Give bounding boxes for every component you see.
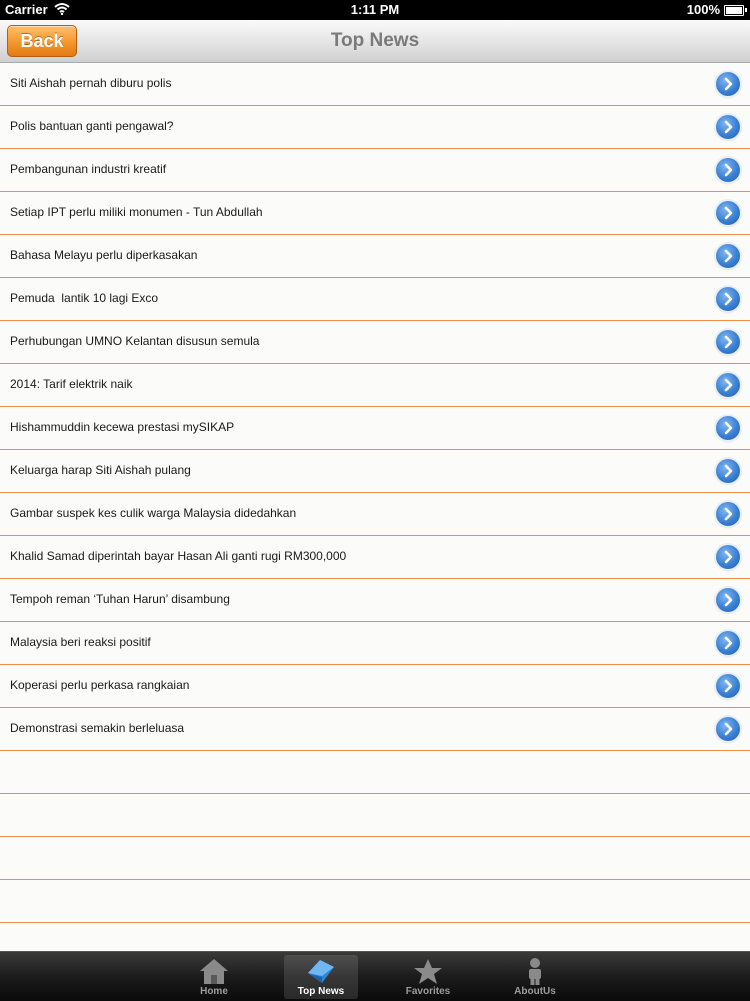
news-row[interactable] [0, 665, 750, 708]
news-row[interactable] [0, 278, 750, 321]
empty-row [0, 794, 750, 837]
news-headline: Polis bantuan ganti pengawal? [10, 119, 174, 133]
news-headline: Khalid Samad diperintah bayar Hasan Ali ganti rugi RM300,000 [10, 549, 347, 563]
news-row[interactable] [0, 106, 750, 149]
news-row[interactable] [0, 149, 750, 192]
disclosure-arrow-icon[interactable] [716, 588, 740, 612]
page-title: Top News [330, 30, 420, 51]
news-row[interactable] [0, 708, 750, 751]
news-row[interactable] [0, 622, 750, 665]
carrier-label: Carrier [5, 2, 48, 17]
news-row[interactable] [0, 536, 750, 579]
news-headline: Pemuda lantik 10 lagi Exco [10, 291, 159, 305]
disclosure-arrow-icon[interactable] [716, 158, 740, 182]
news-headline: Gambar suspek kes culik warga Malaysia didedahkan [10, 506, 297, 520]
news-headline: Koperasi perlu perkasa rangkaian [10, 678, 190, 692]
house-icon [197, 957, 231, 985]
disclosure-arrow-icon[interactable] [716, 201, 740, 225]
tab-about-us[interactable] [498, 955, 572, 999]
news-headline: Siti Aishah pernah diburu polis [10, 76, 172, 90]
news-row[interactable] [0, 364, 750, 407]
disclosure-arrow-icon[interactable] [716, 244, 740, 268]
news-headline: Bahasa Melayu perlu diperkasakan [10, 248, 198, 262]
news-row[interactable] [0, 493, 750, 536]
news-list [0, 63, 750, 966]
tab-label: Favorites [405, 986, 451, 997]
news-headline: Pembangunan industri kreatif [10, 162, 167, 176]
tab-label: Top News [297, 986, 345, 997]
disclosure-arrow-icon[interactable] [716, 459, 740, 483]
news-row[interactable] [0, 192, 750, 235]
tab-bar [0, 951, 750, 1001]
news-row[interactable] [0, 450, 750, 493]
disclosure-arrow-icon[interactable] [716, 502, 740, 526]
news-headline: Tempoh reman ‘Tuhan Harun’ disambung [10, 592, 230, 606]
tab-favorites[interactable] [391, 955, 465, 999]
empty-row [0, 837, 750, 880]
empty-row [0, 751, 750, 794]
tab-label: AboutUs [514, 986, 556, 997]
tab-home[interactable] [177, 955, 251, 999]
news-headline: Hishammuddin kecewa prestasi mySIKAP [10, 420, 235, 434]
tab-top-news[interactable] [284, 955, 358, 999]
disclosure-arrow-icon[interactable] [716, 717, 740, 741]
news-row[interactable] [0, 579, 750, 622]
news-row[interactable] [0, 235, 750, 278]
news-headline: Setiap IPT perlu miliki monumen - Tun Abdullah [10, 205, 263, 219]
news-row[interactable] [0, 321, 750, 364]
disclosure-arrow-icon[interactable] [716, 545, 740, 569]
disclosure-arrow-icon[interactable] [716, 72, 740, 96]
news-row[interactable] [0, 63, 750, 106]
clock: 1:11 PM [350, 2, 400, 17]
disclosure-arrow-icon[interactable] [716, 674, 740, 698]
tab-label: Home [200, 986, 228, 997]
empty-row [0, 880, 750, 923]
status-bar [0, 0, 750, 20]
news-icon [304, 957, 338, 985]
disclosure-arrow-icon[interactable] [716, 416, 740, 440]
news-headline: Malaysia beri reaksi positif [10, 635, 151, 649]
disclosure-arrow-icon[interactable] [716, 115, 740, 139]
news-row[interactable] [0, 407, 750, 450]
battery-percent: 100% [686, 2, 720, 17]
navigation-bar [0, 20, 750, 63]
battery-tip [745, 8, 747, 12]
back-button[interactable]: Back [7, 25, 77, 57]
news-headline: Keluarga harap Siti Aishah pulang [10, 463, 191, 477]
news-headline: 2014: Tarif elektrik naik [10, 377, 133, 391]
disclosure-arrow-icon[interactable] [716, 631, 740, 655]
disclosure-arrow-icon[interactable] [716, 287, 740, 311]
battery-icon [724, 5, 744, 16]
disclosure-arrow-icon[interactable] [716, 373, 740, 397]
news-headline: Perhubungan UMNO Kelantan disusun semula [10, 334, 260, 348]
person-icon [518, 957, 552, 985]
star-icon [411, 957, 445, 985]
news-headline: Demonstrasi semakin berleluasa [10, 721, 185, 735]
disclosure-arrow-icon[interactable] [716, 330, 740, 354]
